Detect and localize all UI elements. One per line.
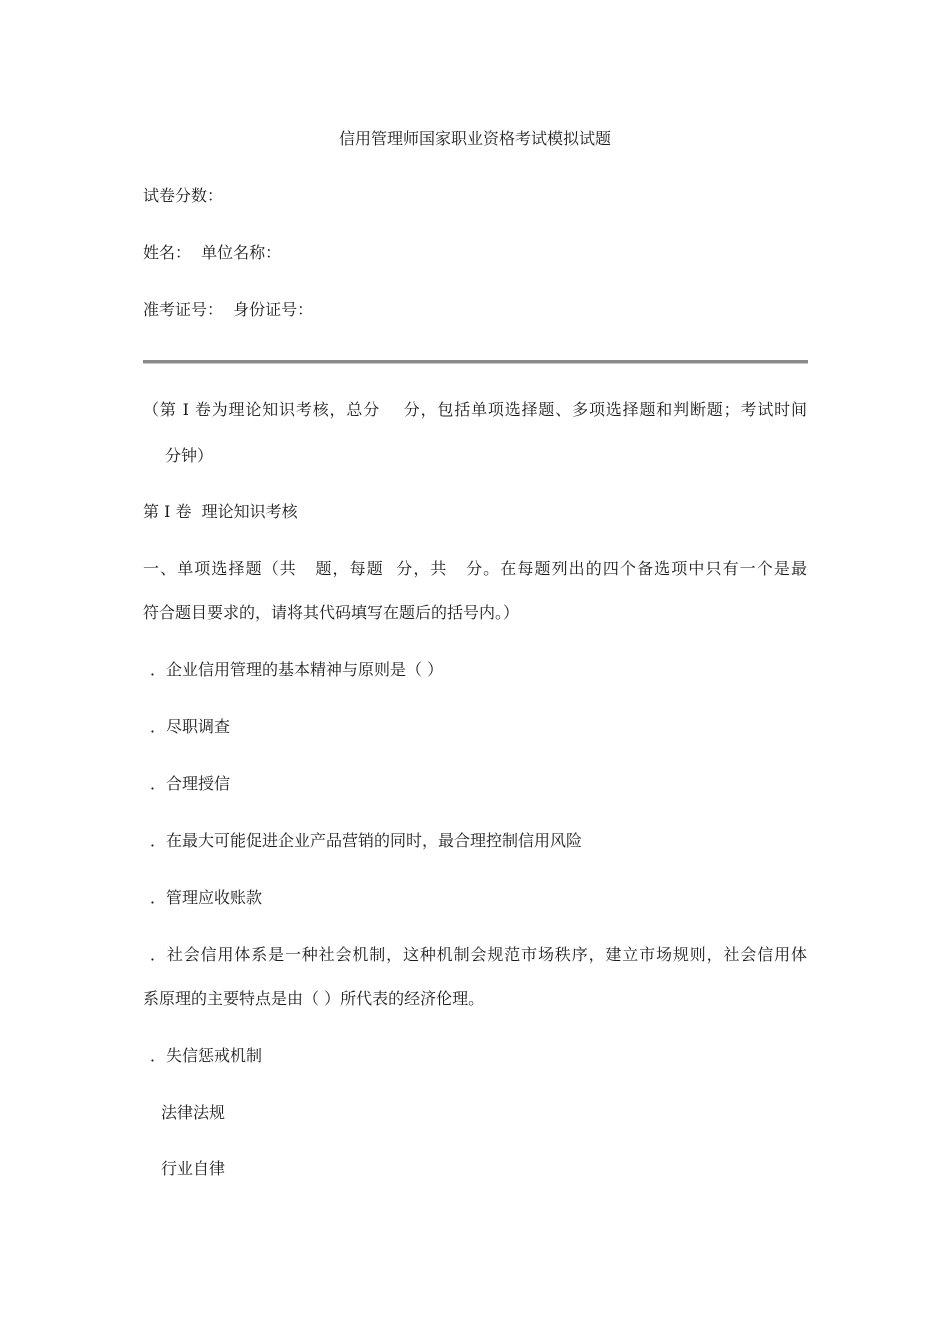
question-option: 法律法规 — [161, 1103, 226, 1122]
intro-line-2: 分钟） — [165, 446, 214, 465]
question-option: ．失信惩戒机制 — [150, 1046, 263, 1065]
header-divider — [143, 360, 808, 364]
question-stem-line-1: ．社会信用体系是一种社会机制，这种机制会规范市场秩序，建立市场规则，社会信用体 — [150, 945, 807, 964]
question-stem: ．企业信用管理的基本精神与原则是（ ） — [150, 660, 444, 679]
score-field: 试卷分数： — [143, 186, 224, 205]
intro-line-1: （第 I 卷为理论知识考核，总分 分，包括单项选择题、多项选择题和判断题；考试时间 — [143, 400, 807, 419]
document-title: 信用管理师国家职业资格考试模拟试题 — [338, 129, 611, 148]
question-option: 行业自律 — [161, 1159, 226, 1178]
question-option: ．合理授信 — [150, 774, 231, 793]
section-instruction-line-1: 一、单项选择题（共 题，每题 分，共 分。在每题列出的四个备选项中只有一个是最 — [143, 559, 807, 578]
question-option: ．管理应收账款 — [150, 888, 263, 907]
question-option: ．在最大可能促进企业产品营销的同时，最合理控制信用风险 — [150, 831, 583, 850]
name-unit-field: 姓名： 单位名称： — [143, 243, 282, 262]
question-stem-line-2: 系原理的主要特点是由（ ）所代表的经济伦理。 — [143, 989, 485, 1008]
part-title: 第 I 卷 理论知识考核 — [143, 502, 298, 521]
exam-id-field: 准考证号： 身份证号： — [143, 300, 314, 319]
question-option: ．尽职调查 — [150, 717, 231, 736]
section-instruction-line-2: 符合题目要求的，请将其代码填写在题后的括号内。） — [143, 603, 520, 622]
